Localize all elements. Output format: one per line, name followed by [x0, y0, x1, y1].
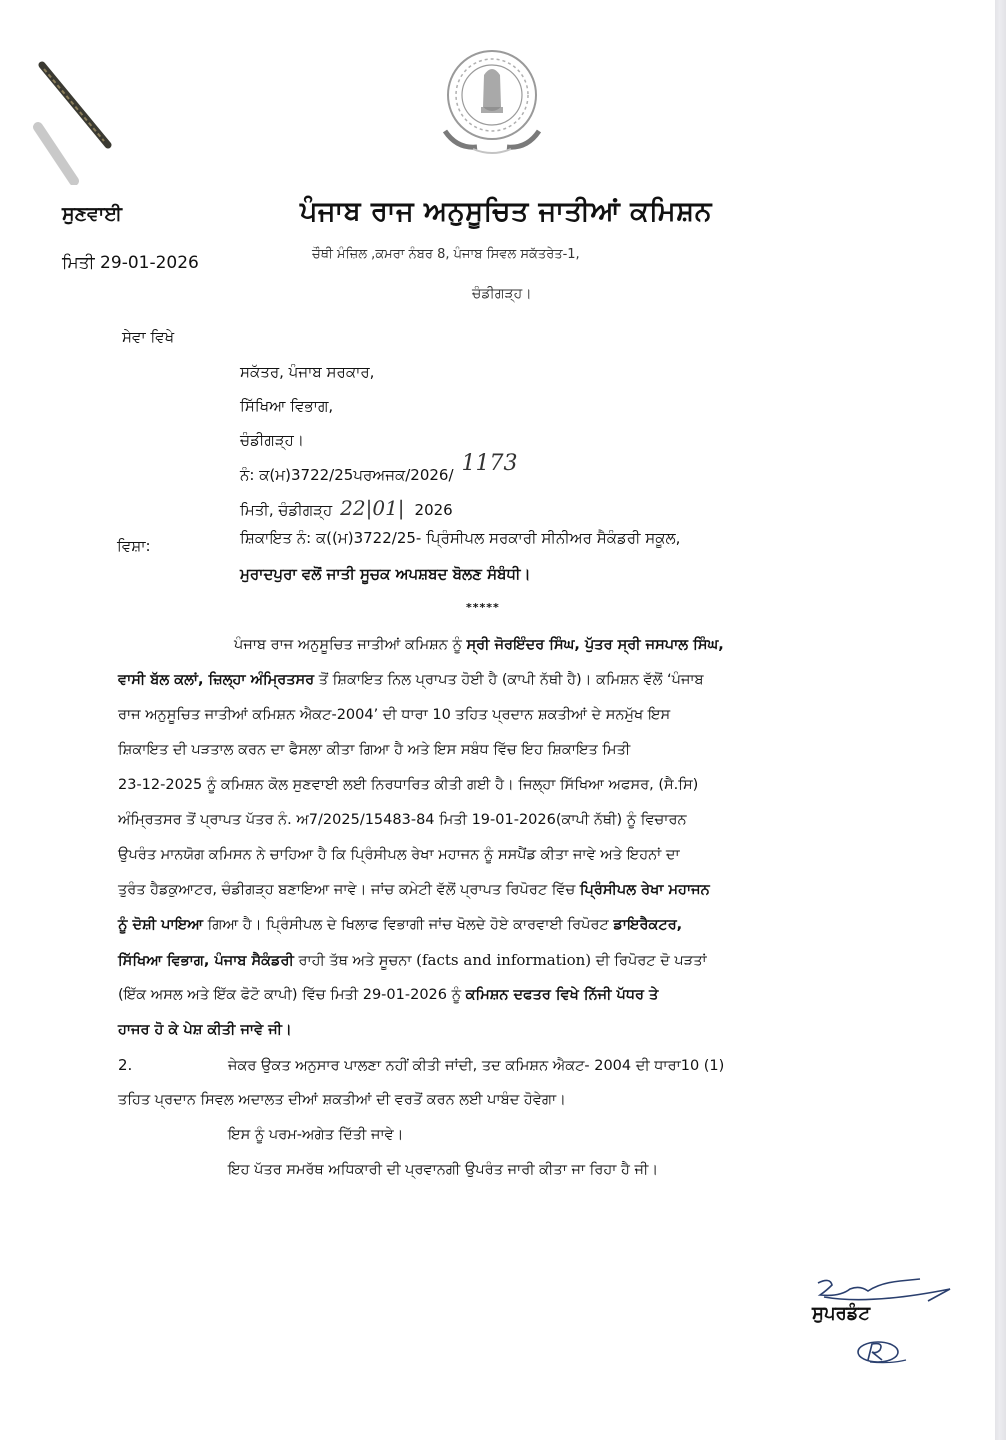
body-line [118, 978, 894, 1013]
hearing-date: ਮਿਤੀ 29-01-2026 [62, 253, 199, 273]
organization-address: ਚੌਥੀ ਮੰਜ਼ਿਲ ,ਕਮਰਾ ਨੰਬਰ 8, ਪੰਜਾਬ ਸਿਵਲ ਸਕੱਤਰੇਤ-1, [312, 247, 580, 262]
page-edge [995, 0, 1006, 1440]
subject-text [240, 520, 680, 592]
organization-name: ਪੰਜਾਬ ਰਾਜ ਅਨੁਸੂਚਿਤ ਜਾਤੀਆਂ ਕਮਿਸ਼ਨ [300, 196, 713, 227]
body-line: 23-12-2025 ਨੂੰ ਕਮਿਸ਼ਨ ਕੋਲ ਸੁਣਵਾਈ ਲਈ ਨਿਰਧਾਰਿਤ ਕੀਤੀ ਗਈ ਹੈ। ਜਿਲ੍ਹਾ ਸਿੱਖਿਆ ਅਫਸਰ, (ਸੈ.ਸਿ) [118, 777, 699, 793]
body-text: ਤੁਰੰਤ ਹੈਡਕੁਆਟਰ, ਚੰਡੀਗੜ੍ਹ ਬਣਾਇਆ ਜਾਵੇ। ਜਾਂਚ ਕਮੇਟੀ ਵੱਲੋਂ ਪ੍ਰਾਪਤ ਰਿਪੋਰਟ ਵਿੱਚ [118, 882, 580, 898]
body-line: ਅੰਮ੍ਰਿਤਸਰ ਤੋਂ ਪ੍ਰਾਪਤ ਪੱਤਰ ਨੰ. ਅ7/2025/15483-84 ਮਿਤੀ 19-01-2026(ਕਾਪੀ ਨੱਥੀ) ਨੂੰ ਵਿਚਾਰਨ [118, 812, 687, 828]
body-text: ਗਿਆ ਹੈ। ਪ੍ਰਿੰਸੀਪਲ ਦੇ ਖਿਲਾਫ ਵਿਭਾਗੀ ਜਾਂਚ ਖੋਲਦੇ ਹੋਏ ਕਾਰਵਾਈ ਰਿਪੋਰਟ [203, 917, 614, 933]
pen-mark-icon [30, 55, 120, 185]
body-line [118, 663, 894, 698]
recipient-line: ਸਕੱਤਰ, ਪੰਜਾਬ ਸਰਕਾਰ, [240, 363, 375, 381]
reference-number: ਨੰ: ਕ(ਮ)3722/25ਪਰਅਜਕ/2026/ [240, 466, 454, 484]
body-text: ਦੀ ਰਿਪੋਰਟ ਦੋ ਪੜਤਾਂ [591, 953, 707, 969]
body-line [118, 628, 894, 663]
hearing-label: ਸੁਣਵਾਈ [62, 203, 122, 225]
reference-line [240, 451, 518, 491]
complainant-name: ਸ੍ਰੀ ਜੋਰਇੰਦਰ ਸਿੰਘ, ਪੁੱਤਰ ਸ੍ਰੀ ਜਸਪਾਲ ਸਿੰਘ, [466, 637, 724, 653]
reference-date-label: ਮਿਤੀ, ਚੰਡੀਗੜ੍ਹ [240, 501, 333, 519]
signatory-title: ਸੁਪਰਡੰਟ [812, 1303, 870, 1324]
state-emblem-icon [437, 45, 547, 160]
organization-city: ਚੰਡੀਗੜ੍ਹ। [472, 286, 532, 302]
subject-label: ਵਿਸ਼ਾ: [117, 537, 151, 555]
body-text: ਜੇਕਰ ਉਕਤ ਅਨੁਸਾਰ ਪਾਲਣਾ ਨਹੀਂ ਕੀਤੀ ਜਾਂਦੀ, ਤਦ ਕਮਿਸ਼ਨ ਐਕਟ- 2004 ਦੀ ਧਾਰਾ10 (1) [228, 1058, 725, 1074]
body-text-bold: ਸਿੱਖਿਆ ਵਿਭਾਗ, ਪੰਜਾਬ ਸੈਕੰਡਰੀ [118, 953, 294, 969]
body-text-english: (facts and information) [416, 951, 592, 969]
urgent-note: ਇਸ ਨੂੰ ਪਰਮ-ਅਗੇਤ ਦਿੱਤੀ ਜਾਵੇ। [228, 1127, 404, 1143]
subject-line-2: ਮੁਰਾਦਪੁਰਾ ਵਲੋਂ ਜਾਤੀ ਸੂਚਕ ਅਪਸ਼ਬਦ ਬੋਲਣ ਸੰਬੰਧੀ। [240, 565, 531, 583]
body-line [118, 943, 894, 978]
body-text: ਪੰਜਾਬ ਰਾਜ ਅਨੁਸੂਚਿਤ ਜਾਤੀਆਂ ਕਮਿਸ਼ਨ ਨੂੰ [234, 637, 467, 653]
body-line: ਰਾਜ ਅਨੁਸੂਚਿਤ ਜਾਤੀਆਂ ਕਮਿਸ਼ਨ ਐਕਟ-2004’ ਦੀ ਧਾਰਾ 10 ਤਹਿਤ ਪ੍ਰਦਾਨ ਸ਼ਕਤੀਆਂ ਦੇ ਸਨਮੁੱਖ ਇਸ [118, 707, 671, 723]
body-text-bold: ਨੂੰ ਦੋਸ਼ੀ ਪਾਇਆ [118, 917, 204, 933]
recipient-line: ਚੰਡੀਗੜ੍ਹ। [240, 431, 304, 449]
reference-date-handwritten: 22|01| [340, 496, 405, 520]
body-text: ਤੋਂ ਸ਼ਿਕਾਇਤ ਨਿਲ ਪ੍ਰਾਪਤ ਹੋਈ ਹੈ (ਕਾਪੀ ਨੱਥੀ ਹੈ)। ਕਮਿਸ਼ਨ ਵੱਲੋਂ ‘ਪੰਜਾਬ [314, 672, 704, 688]
body-text: (ਇੱਕ ਅਸਲ ਅਤੇ ਇੱਕ ਫੋਟੋ ਕਾਪੀ) ਵਿੱਚ ਮਿਤੀ 29-01-2026 ਨੂੰ [118, 987, 466, 1003]
body-line: ਸ਼ਿਕਾਇਤ ਦੀ ਪੜਤਾਲ ਕਰਨ ਦਾ ਫੈਸਲਾ ਕੀਤਾ ਗਿਆ ਹੈ ਅਤੇ ਇਸ ਸਬੰਧ ਵਿੱਚ ਇਹ ਸ਼ਿਕਾਇਤ ਮਿਤੀ [118, 742, 631, 758]
recipient-block [240, 355, 518, 525]
body-line [118, 908, 894, 943]
separator: ***** [466, 601, 500, 614]
subject-line-1: ਸ਼ਿਕਾਇਤ ਨੰ: ਕ((ਮ)3722/25- ਪ੍ਰਿੰਸੀਪਲ ਸਰਕਾਰੀ ਸੀਨੀਅਰ ਸੈਕੰਡਰੀ ਸਕੂਲ, [240, 529, 681, 547]
body-text-bold: ਡਾਇਰੈਕਟਰ, [613, 917, 683, 933]
body-line [118, 873, 894, 908]
letter-body [118, 628, 894, 1188]
body-text-bold: ਕਮਿਸ਼ਨ ਦਫਤਰ ਵਿਖੇ ਨਿੱਜੀ ਪੱਧਰ ਤੇ [465, 987, 659, 1003]
principal-name: ਪ੍ਰਿੰਸੀਪਲ ਰੇਖਾ ਮਹਾਜਨ [579, 882, 710, 898]
body-text: ਰਾਹੀ ਤੱਥ ਅਤੇ ਸੂਚਨਾ [293, 953, 417, 969]
complainant-address: ਵਾਸੀ ਬੱਲ ਕਲਾਂ, ਜ਼ਿਲ੍ਹਾ ਅੰਮ੍ਰਿਤਸਰ [118, 672, 315, 688]
body-line [118, 1048, 894, 1083]
reference-number-handwritten: 1173 [461, 451, 518, 476]
approval-note: ਇਹ ਪੱਤਰ ਸਮਰੱਥ ਅਧਿਕਾਰੀ ਦੀ ਪ੍ਰਵਾਨਗੀ ਉਪਰੰਤ ਜਾਰੀ ਕੀਤਾ ਜਾ ਰਿਹਾ ਹੈ ਜੀ। [228, 1162, 659, 1178]
body-line: ਹਾਜਰ ਹੋ ਕੇ ਪੇਸ਼ ਕੀਤੀ ਜਾਵੇ ਜੀ। [118, 1022, 292, 1038]
body-line: ਤਹਿਤ ਪ੍ਰਦਾਨ ਸਿਵਲ ਅਦਾਲਤ ਦੀਆਂ ਸ਼ਕਤੀਆਂ ਦੀ ਵਰਤੋਂ ਕਰਨ ਲਈ ਪਾਬੰਦ ਹੋਵੇਗਾ। [118, 1092, 566, 1108]
paragraph-number: 2. [118, 1056, 133, 1074]
recipient-line: ਸਿੱਖਿਆ ਵਿਭਾਗ, [240, 397, 334, 415]
salutation: ਸੇਵਾ ਵਿਖੇ [122, 328, 175, 346]
initial-icon [850, 1338, 910, 1368]
reference-date-year: 2026 [414, 501, 453, 519]
body-line: ਉਪਰੰਤ ਮਾਨਯੋਗ ਕਮਿਸਨ ਨੇ ਚਾਹਿਆ ਹੈ ਕਿ ਪ੍ਰਿੰਸੀਪਲ ਰੇਖਾ ਮਹਾਜਨ ਨੂੰ ਸਸਪੈਂਡ ਕੀਤਾ ਜਾਵੇ ਅਤੇ ਇਹਨਾਂ ਦਾ [118, 847, 680, 863]
